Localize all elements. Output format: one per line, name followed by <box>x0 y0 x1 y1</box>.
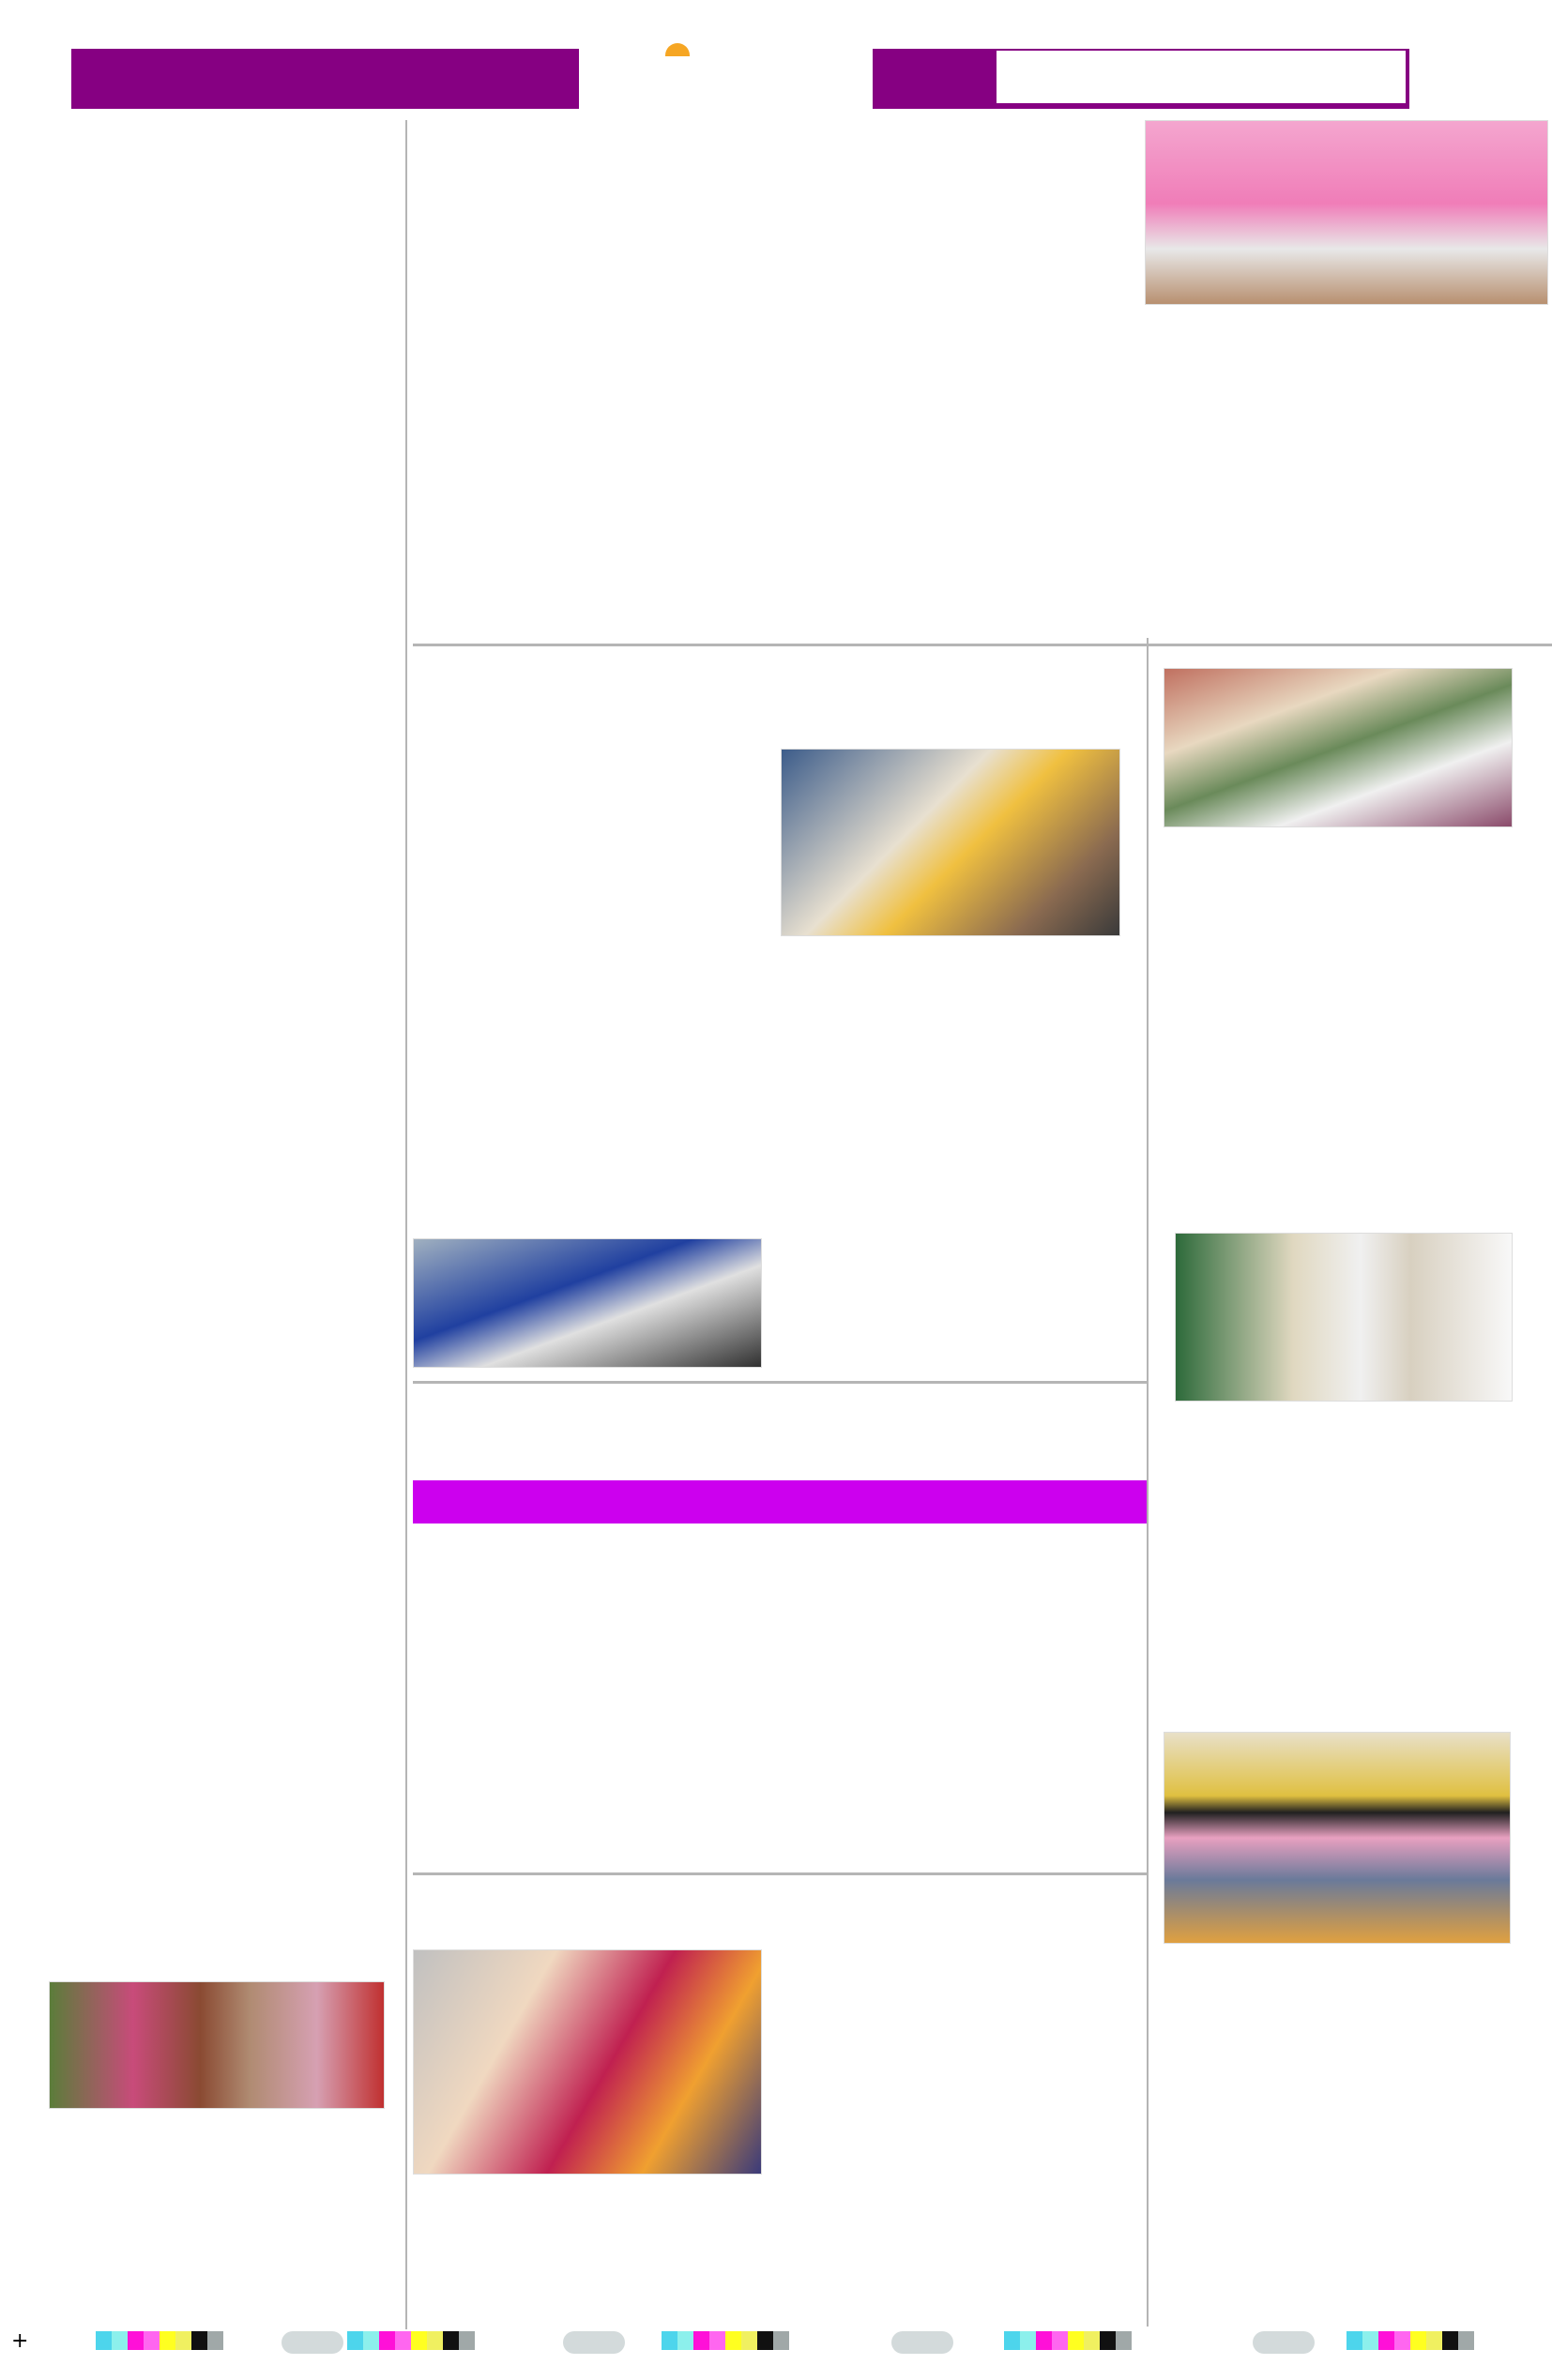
color-swatch <box>677 2331 693 2350</box>
pension-distribution-photo <box>413 1949 762 2175</box>
sun-logo-icon <box>665 43 690 56</box>
cm-rally-photo <box>1145 120 1548 305</box>
subheadline-banner <box>413 1480 1147 1524</box>
article-body <box>1156 835 1541 1069</box>
color-swatch <box>725 2331 741 2350</box>
cm-vaccination-photo <box>1175 1233 1513 1402</box>
color-swatch <box>1100 2331 1116 2350</box>
story-indoor-stadium <box>34 120 400 572</box>
article-col-1 <box>413 1527 762 1861</box>
masthead-bar-left <box>71 49 579 109</box>
column-divider <box>405 120 407 2329</box>
color-swatch <box>1068 2331 1084 2350</box>
story-uttarandhra <box>413 120 1552 641</box>
color-swatch <box>128 2331 144 2350</box>
story-court-green <box>34 627 400 1285</box>
article-body <box>1156 1409 1541 1644</box>
article-col-1 <box>413 210 760 625</box>
article-body <box>1156 1949 1541 2221</box>
color-swatch <box>347 2331 363 2350</box>
color-swatch <box>1394 2331 1410 2350</box>
gray-swatch <box>281 2331 343 2354</box>
color-swatch <box>363 2331 379 2350</box>
color-bar <box>96 2331 223 2354</box>
color-swatch <box>1426 2331 1442 2350</box>
color-swatch <box>1052 2331 1068 2350</box>
science-day-photo <box>1164 1732 1511 1944</box>
color-swatch <box>1020 2331 1036 2350</box>
story-jatara <box>34 1970 400 2225</box>
color-swatch <box>379 2331 395 2350</box>
column-divider <box>1147 638 1149 2327</box>
story-housing <box>413 647 1147 1379</box>
article-col-1 <box>413 2178 762 2319</box>
science-exhibition-photo <box>1164 668 1513 827</box>
color-swatch <box>160 2331 175 2350</box>
body-text <box>413 212 760 625</box>
article-body <box>34 629 400 1285</box>
story-court-black <box>34 1398 400 1897</box>
color-swatch <box>395 2331 411 2350</box>
article-col-3 <box>1145 312 1548 432</box>
crop-mark-left-icon: + <box>11 2329 29 2353</box>
color-swatch <box>741 2331 757 2350</box>
story-science-exhibition <box>1156 651 1541 1069</box>
color-swatch <box>1116 2331 1132 2350</box>
story-hpv-vaccination <box>1156 1216 1541 1644</box>
color-bar <box>662 2331 789 2354</box>
color-swatch <box>757 2331 773 2350</box>
color-bar <box>1347 2331 1474 2354</box>
story-pink-toilets <box>413 1385 1147 1872</box>
color-swatch <box>1362 2331 1378 2350</box>
color-swatch <box>1442 2331 1458 2350</box>
color-swatch <box>662 2331 677 2350</box>
issue-date <box>996 50 1407 104</box>
body-text <box>413 752 760 1226</box>
color-bar <box>347 2331 475 2354</box>
color-swatch <box>1378 2331 1394 2350</box>
page-number <box>36 49 71 109</box>
color-swatch <box>709 2331 725 2350</box>
color-swatch <box>207 2331 223 2350</box>
color-swatch <box>1084 2331 1100 2350</box>
jatara-photo <box>49 1981 385 2109</box>
gray-swatch <box>1253 2331 1315 2354</box>
color-swatch <box>96 2331 112 2350</box>
section-divider <box>413 1872 1147 1875</box>
color-swatch <box>112 2331 128 2350</box>
story-pension <box>413 1876 1147 2327</box>
color-swatch <box>1347 2331 1362 2350</box>
article-body <box>34 1400 400 1897</box>
article-col-2 <box>779 1948 1128 2323</box>
color-swatch <box>459 2331 475 2350</box>
article-body <box>34 2115 400 2225</box>
color-swatch <box>1410 2331 1426 2350</box>
section-divider <box>413 1381 1147 1384</box>
article-col-2 <box>779 946 1126 1358</box>
minister-event-photo <box>413 1238 762 1368</box>
article-col-2 <box>779 1527 1128 1861</box>
color-swatch <box>1004 2331 1020 2350</box>
newspaper-logo[interactable] <box>579 43 776 111</box>
gray-swatch <box>563 2331 625 2354</box>
color-swatch <box>411 2331 427 2350</box>
color-swatch <box>773 2331 789 2350</box>
article-body <box>34 120 400 572</box>
color-swatch <box>443 2331 459 2350</box>
color-swatch <box>175 2331 191 2350</box>
article-col-2 <box>777 214 1124 627</box>
color-swatch <box>1036 2331 1052 2350</box>
section-divider <box>1147 644 1552 646</box>
color-swatch <box>1458 2331 1474 2350</box>
story-science-day <box>1156 1732 1541 2221</box>
color-swatch <box>191 2331 207 2350</box>
section-divider <box>413 644 1147 646</box>
gray-swatch <box>891 2331 953 2354</box>
article-note <box>1145 435 1548 623</box>
color-swatch <box>144 2331 160 2350</box>
cell-tower-inauguration-photo <box>781 749 1120 936</box>
color-bar <box>1004 2331 1132 2354</box>
article-col-1 <box>413 750 760 1226</box>
color-swatch <box>693 2331 709 2350</box>
color-swatch <box>427 2331 443 2350</box>
